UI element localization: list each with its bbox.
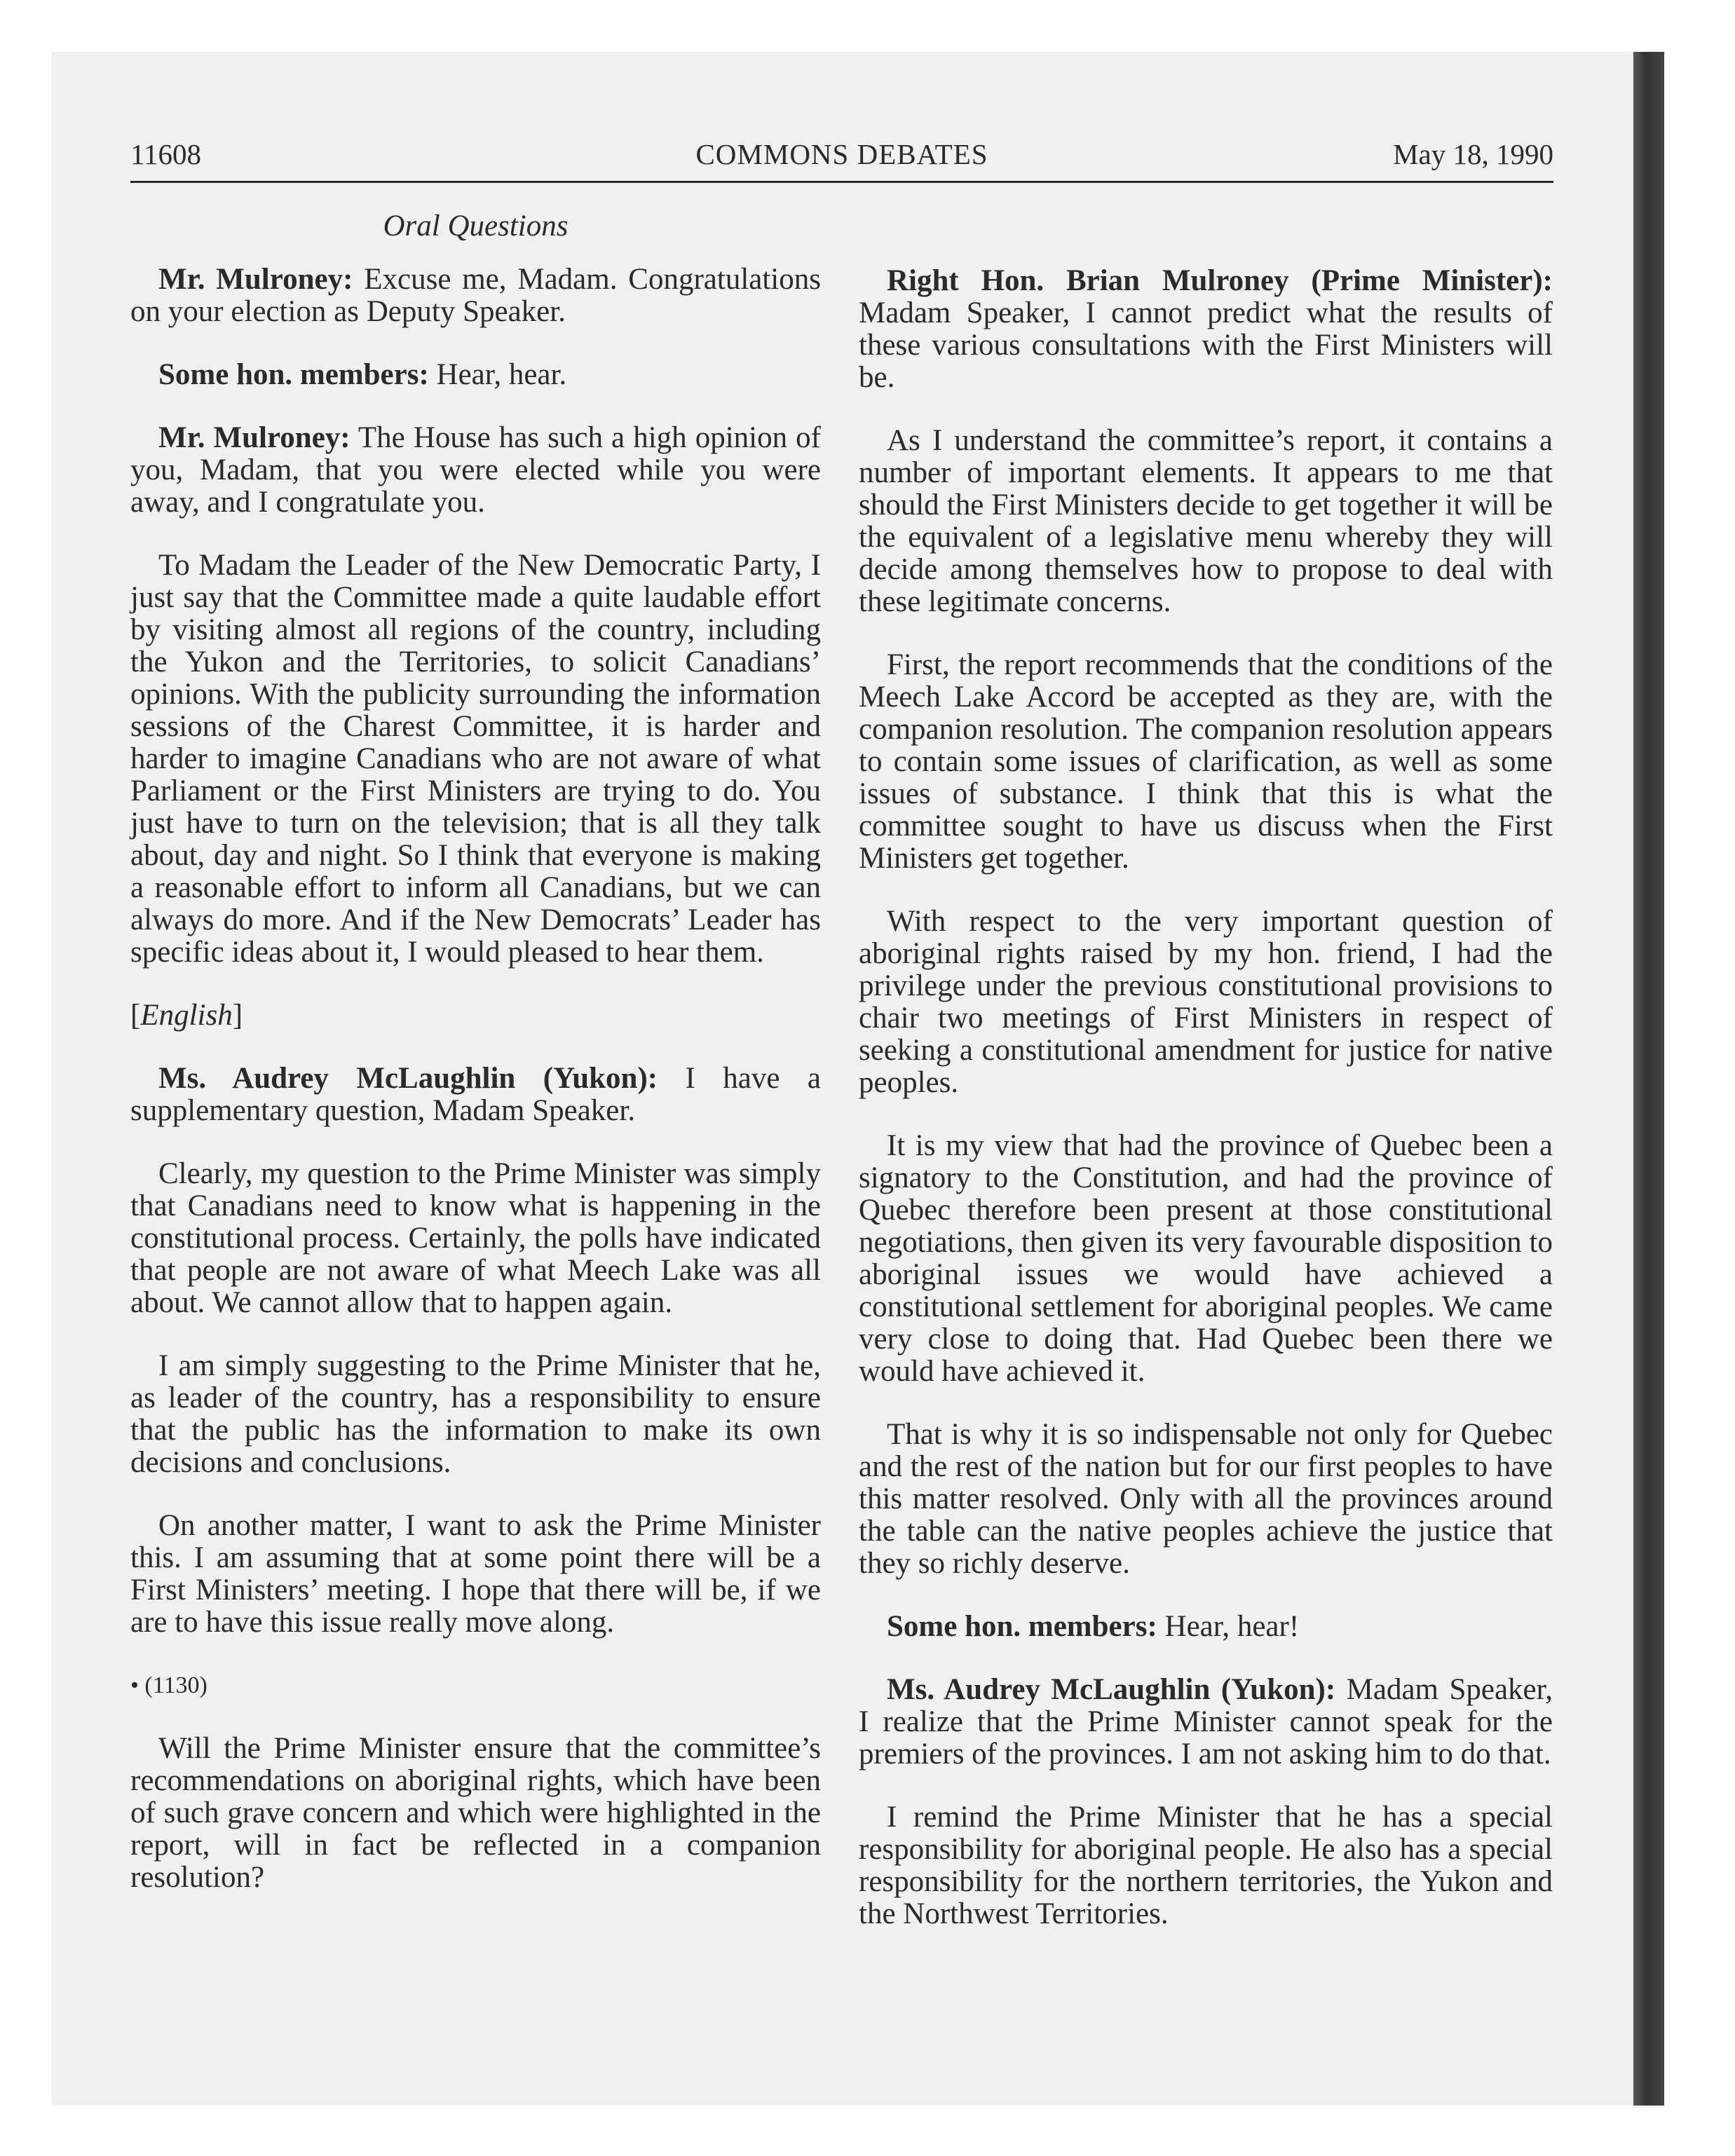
speaker-name: Mr. Mulroney: — [158, 421, 351, 454]
speech-paragraph: I am simply suggesting to the Prime Minister that he, as leader of the country, has a responsibility to ensure that the public has the information to make its own decisions and conclusions. — [130, 1349, 821, 1479]
speech-text: Madam Speaker, I cannot predict what the results of these various consultations with the First Ministers will be. — [859, 296, 1553, 394]
speech-paragraph — [130, 359, 821, 391]
speech-text: I have a supplementary question, Madam Speaker. — [130, 1062, 821, 1127]
header-rule — [130, 181, 1553, 183]
speaker-name: Right Hon. Brian Mulroney (Prime Minister): — [887, 264, 1553, 297]
section-title: Oral Questions — [383, 210, 569, 243]
speech-paragraph — [130, 422, 821, 519]
speech-paragraph: It is my view that had the province of Quebec been a signatory to the Constitution, and had the province of Quebec therefore been present at those constitutional negotiations, then given its very favourable disposition to aboriginal issues we would have achieved a constitutional settlement for aboriginal peoples. We came very close to doing that. Had Quebec been there we would have achieved it. — [859, 1129, 1553, 1388]
speaker-name: Some hon. members: — [158, 358, 429, 391]
speaker-name: Some hon. members: — [887, 1610, 1157, 1643]
speech-text: The House has such a high opinion of you, Madam, that you were elected while you were away, and I congratulate you. — [130, 421, 821, 519]
speech-text: Hear, hear! — [1157, 1610, 1300, 1643]
speech-paragraph — [130, 1063, 821, 1127]
speech-paragraph: Clearly, my question to the Prime Minister was simply that Canadians need to know what is happening in the constitutional process. Certainly, the polls have indicated that people are not aware of what Meech Lake was all about. We cannot allow that to happen again. — [130, 1157, 821, 1319]
speech-paragraph — [859, 1674, 1553, 1770]
speech-paragraph: As I understand the committee’s report, it contains a number of important elements. It appears to me that should the First Ministers decide to get together it will be the equivalent of a legislative menu whereby they will decide among themselves how to propose to deal with these legitimate concerns. — [859, 424, 1553, 618]
language-marker: [English] — [130, 999, 243, 1032]
speech-paragraph: To Madam the Leader of the New Democratic Party, I just say that the Committee made a quite laudable effort by visiting almost all regions of the country, including the Yukon and the Territories, to solicit Canadians’ opinions. With the publicity surrounding the information sessions of the Charest Committee, it is harder and harder to imagine Canadians who are not aware of what Parliament or the First Ministers are trying to do. You just have to turn on the television; that is all they talk about, day and night. So I think that everyone is making a reasonable effort to inform all Canadians, but we can always do more. And if the New Democrats’ Leader has specific ideas about it, I would pleased to hear them. — [130, 549, 821, 969]
speech-paragraph — [859, 265, 1553, 394]
page-number: 11608 — [130, 138, 201, 170]
scan-edge-shadow — [1633, 52, 1664, 2106]
timecode: • (1130) — [130, 1672, 207, 1698]
speaker-name: Mr. Mulroney: — [158, 263, 353, 296]
speech-paragraph: With respect to the very important question of aboriginal rights raised by my hon. friend, I had the privilege under the previous constitutional provisions to chair two meetings of First Ministers in respect of seeking a constitutional amendment for justice for native peoples. — [859, 905, 1553, 1099]
speech-text: Excuse me, Madam. Congratulations on your election as Deputy Speaker. — [130, 263, 821, 328]
speech-paragraph: That is why it is so indispensable not only for Quebec and the rest of the nation but for our first peoples to have this matter resolved. Only with all the provinces around the table can the native peoples achieve the justice that they so richly deserve. — [859, 1418, 1553, 1580]
speaker-name: Ms. Audrey McLaughlin (Yukon): — [887, 1673, 1336, 1706]
speech-paragraph: I remind the Prime Minister that he has a special responsibility for aboriginal people. He also has a special responsibility for the northern territories, the Yukon and the Northwest Territories. — [859, 1801, 1553, 1930]
speaker-name: Ms. Audrey McLaughlin (Yukon): — [158, 1062, 658, 1095]
speech-paragraph — [130, 264, 821, 328]
right-column — [859, 265, 1553, 1961]
speech-paragraph: First, the report recommends that the conditions of the Meech Lake Accord be accepted as they are, with the companion resolution. The companion resolution appears to contain some issues of clarification, as well as some issues of substance. I think that this is what the committee sought to have us discuss when the First Ministers get together. — [859, 648, 1553, 875]
speech-paragraph — [859, 1611, 1553, 1643]
speech-text: Madam Speaker, I realize that the Prime Minister cannot speak for the premiers of the provinces. I am not asking him to do that. — [859, 1673, 1553, 1770]
speech-paragraph: Will the Prime Minister ensure that the committee’s recommendations on aboriginal rights, which have been of such grave concern and which were highlighted in the report, will in fact be reflected in a companion resolution? — [130, 1732, 821, 1894]
speech-paragraph: On another matter, I want to ask the Prime Minister this. I am assuming that at some point there will be a First Ministers’ meeting. I hope that there will be, if we are to have this issue really move along. — [130, 1509, 821, 1639]
language-name: English — [140, 999, 233, 1032]
publication-title: COMMONS DEBATES — [695, 138, 988, 170]
page-header — [130, 137, 1553, 179]
left-column — [130, 210, 821, 1925]
speech-text: Hear, hear. — [428, 358, 567, 391]
publication-date: May 18, 1990 — [1393, 138, 1553, 170]
